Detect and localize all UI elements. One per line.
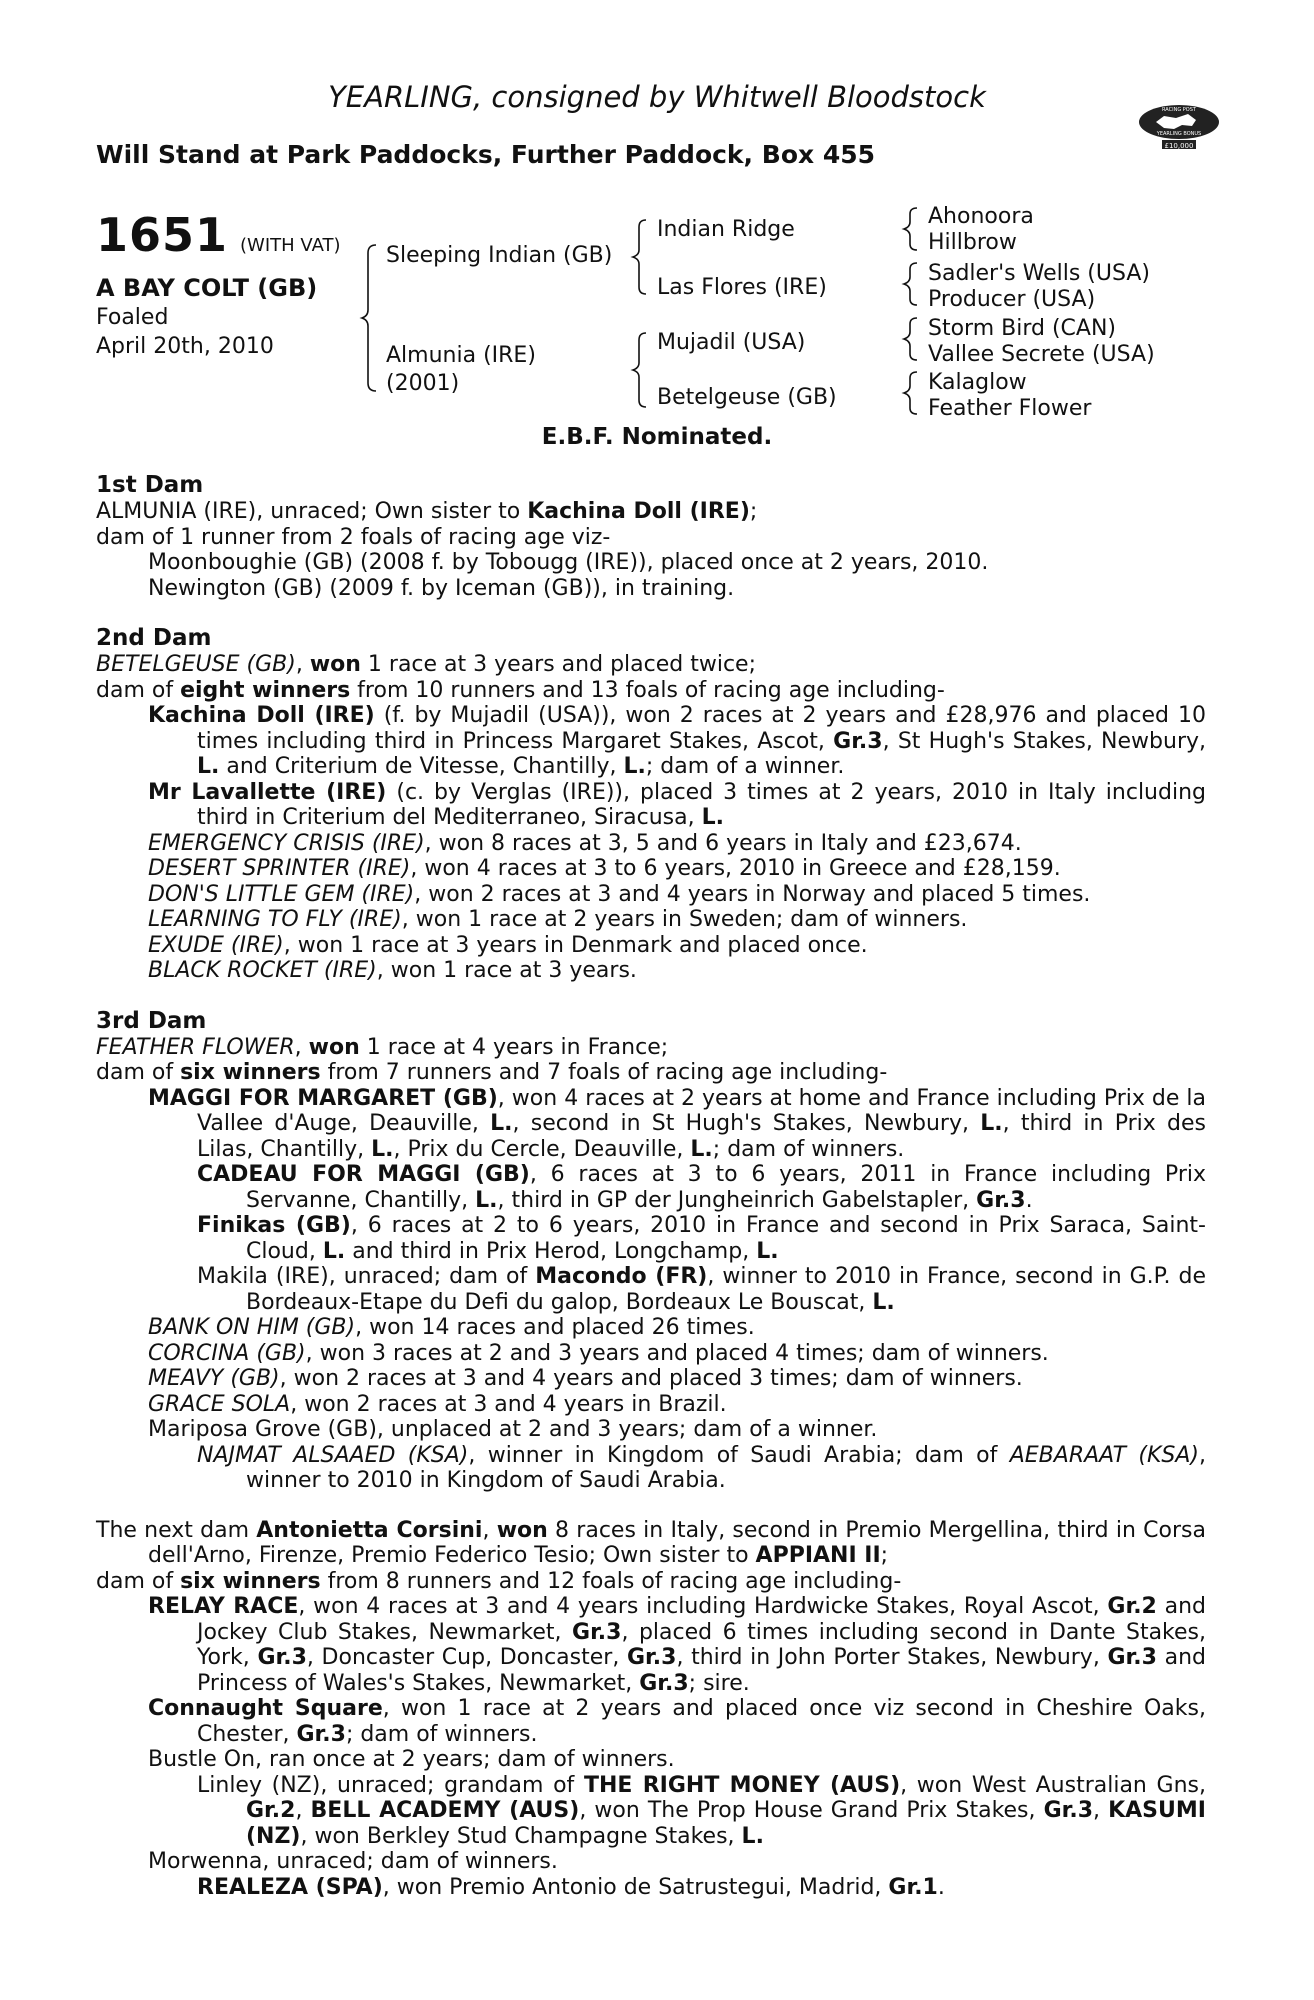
produce-entry: CADEAU FOR MAGGI (GB), 6 races at 3 to 6 years, 2011 in France including Prix Servanne, Chantilly, L., third in GP der Jungheinrich Gabelstapler, Gr.3. [197,1162,1206,1213]
pedigree-dds: Kalaglow [928,370,1027,395]
produce-entry: Bustle On, ran once at 2 years; dam of winners. [148,1747,675,1772]
produce-entry: Finikas (GB), 6 races at 2 to 6 years, 2010 in France and second in Prix Saraca, Saint-Cloud, L. and third in Prix Herod, Longchamp, L. [197,1213,1206,1264]
produce-entry: LEARNING TO FLY (IRE), won 1 race at 2 years in Sweden; dam of winners. [148,907,968,932]
produce-entry: Linley (NZ), unraced; grandam of THE RIGHT MONEY (AUS), won West Australian Gns, Gr.2, BELL ACADEMY (AUS), won The Prop House Grand Prix Stakes, Gr.3, KASUMI (NZ), won Berkley Stud Champagne Stakes, L. [197,1772,1206,1849]
produce-entry: MEAVY (GB), won 2 races at 3 and 4 years and placed 3 times; dam of winners. [148,1366,1023,1391]
pedigree-sire-dam: Las Flores (IRE) [657,275,827,300]
produce-entry: Morwenna, unraced; dam of winners. [148,1849,558,1874]
catalogue-header: YEARLING, consigned by Whitwell Bloodstock [328,80,986,114]
produce-entry: BANK ON HIM (GB), won 14 races and placed 26 times. [148,1315,755,1340]
first-dam-heading: 1st Dam [96,472,204,498]
pedigree-ddd: Feather Flower [928,396,1092,421]
svg-text:£10,000: £10,000 [1164,142,1194,150]
svg-text:RACING POST: RACING POST [1162,107,1196,113]
produce-entry: BLACK ROCKET (IRE), won 1 race at 3 years. [148,958,637,983]
produce-entry: Makila (IRE), unraced; dam of Macondo (FR), winner to 2010 in France, second in G.P. de Bordeaux-Etape du Defi du galop, Bordeaux Le Bouscat, L. [197,1264,1207,1315]
next-dam-produce-summary: dam of six winners from 8 runners and 12 foals of racing age including- [96,1568,902,1594]
third-dam-produce-summary: dam of six winners from 7 runners and 7 foals of racing age including- [96,1060,888,1085]
third-dam-line: FEATHER FLOWER, won 1 race at 4 years in France; [96,1034,669,1060]
pedigree-dam-dam: Betelgeuse (GB) [657,385,837,410]
produce-entry: NAJMAT ALSAAED (KSA), winner in Kingdom of Saudi Arabia; dam of AEBARAAT (KSA), winner to 2010 in Kingdom of Saudi Arabia. [197,1442,1207,1493]
second-dam-heading: 2nd Dam [96,625,212,651]
pedigree-sire: Sleeping Indian (GB) [386,243,613,268]
produce-entry: REALEZA (SPA), won Premio Antonio de Satrustegui, Madrid, Gr.1. [197,1874,945,1900]
sex-colour: A BAY COLT (GB) [96,274,318,302]
lot-number: 1651 (WITH VAT) [96,208,341,262]
produce-entry: Connaught Square, won 1 race at 2 years and placed once viz second in Cheshire Oaks, Chester, Gr.3; dam of winners. [148,1696,1206,1747]
produce-entry: CORCINA (GB), won 3 races at 2 and 3 years and placed 4 times; dam of winners. [148,1340,1049,1366]
pedigree-dam-sire: Mujadil (USA) [657,330,806,355]
produce-entry: DON'S LITTLE GEM (IRE), won 2 races at 3 and 4 years in Norway and placed 5 times. [148,881,1091,907]
produce-entry: Kachina Doll (IRE) (f. by Mujadil (USA)), won 2 races at 2 years and £28,976 and placed 10 times including third in Princess Margaret Stakes, Ascot, Gr.3, St Hugh's Stakes, Newbury, L. and Criterium de Vitesse, Chantilly, L.; dam of a winner. [148,703,1206,779]
second-dam-line: BETELGEUSE (GB), won 1 race at 3 years and placed twice; [96,652,756,677]
foaled-label: Foaled [96,305,169,330]
pedigree-dam-year: (2001) [386,371,460,396]
produce-entry: DESERT SPRINTER (IRE), won 4 races at 3 to 6 years, 2010 in Greece and £28,159. [148,856,1061,881]
second-dam-produce-summary: dam of eight winners from 10 runners and 13 foals of racing age including- [96,677,945,703]
pedigree-dss: Storm Bird (CAN) [928,316,1116,341]
pedigree-sire-sire: Indian Ridge [657,217,795,242]
produce-entry: Newington (GB) (2009 f. by Iceman (GB)), in training. [148,575,735,601]
third-dam-heading: 3rd Dam [96,1007,207,1034]
produce-entry: RELAY RACE, won 4 races at 3 and 4 years including Hardwicke Stakes, Royal Ascot, Gr.2 and Jockey Club Stakes, Newmarket, Gr.3, placed 6 times including second in Dante Stakes, York, Gr.3, Doncaster Cup, Doncaster, Gr.3, third in John Porter Stakes, Newbury, Gr.3 and Princess of Wales's Stakes, Newmarket, Gr.3; sire. [148,1594,1207,1696]
svg-text:YEARLING BONUS: YEARLING BONUS [1156,131,1202,137]
stand-location: Will Stand at Park Paddocks, Further Paddock, Box 455 [96,140,876,169]
produce-record [96,472,1206,1900]
produce-entry: Moonboughie (GB) (2008 f. by Tobougg (IRE)), placed once at 2 years, 2010. [148,550,989,575]
pedigree-sdd: Producer (USA) [928,287,1096,312]
next-dam-line: The next dam Antonietta Corsini, won 8 races in Italy, second in Premio Mergellina, third in Corsa dell'Arno, Firenze, Premio Federico Tesio; Own sister to APPIANI II; [96,1517,1206,1568]
pedigree-sss: Ahonoora [928,204,1034,229]
produce-entry: EXUDE (IRE), won 1 race at 3 years in Denmark and placed once. [148,932,868,958]
produce-entry: GRACE SOLA, won 2 races at 3 and 4 years in Brazil. [148,1391,727,1417]
ebf-nomination: E.B.F. Nominated. [541,424,773,450]
pedigree-dsd: Vallee Secrete (USA) [928,342,1155,367]
foaled-date: April 20th, 2010 [96,334,274,359]
pedigree-dam: Almunia (IRE) [386,343,536,368]
produce-entry: EMERGENCY CRISIS (IRE), won 8 races at 3, 5 and 6 years in Italy and £23,674. [148,830,1022,856]
produce-entry: Mariposa Grove (GB), unplaced at 2 and 3 years; dam of a winner. [148,1417,878,1442]
first-dam-line: ALMUNIA (IRE), unraced; Own sister to Kachina Doll (IRE); [96,499,758,524]
vat-note: (WITH VAT) [240,235,341,256]
first-dam-produce-summary: dam of 1 runner from 2 foals of racing age viz- [96,524,611,550]
produce-entry: Mr Lavallette (IRE) (c. by Verglas (IRE)), placed 3 times at 2 years, 2010 in Italy including third in Criterium del Mediterraneo, Siracusa, L. [148,779,1206,830]
produce-entry: MAGGI FOR MARGARET (GB), won 4 races at 2 years at home and France including Prix de la Vallee d'Auge, Deauville, L., second in St Hugh's Stakes, Newbury, L., third in Prix des Lilas, Chantilly, L., Prix du Cercle, Deauville, L.; dam of winners. [148,1085,1207,1162]
pedigree-ssd: Hillbrow [928,230,1017,255]
pedigree-sds: Sadler's Wells (USA) [928,261,1150,286]
